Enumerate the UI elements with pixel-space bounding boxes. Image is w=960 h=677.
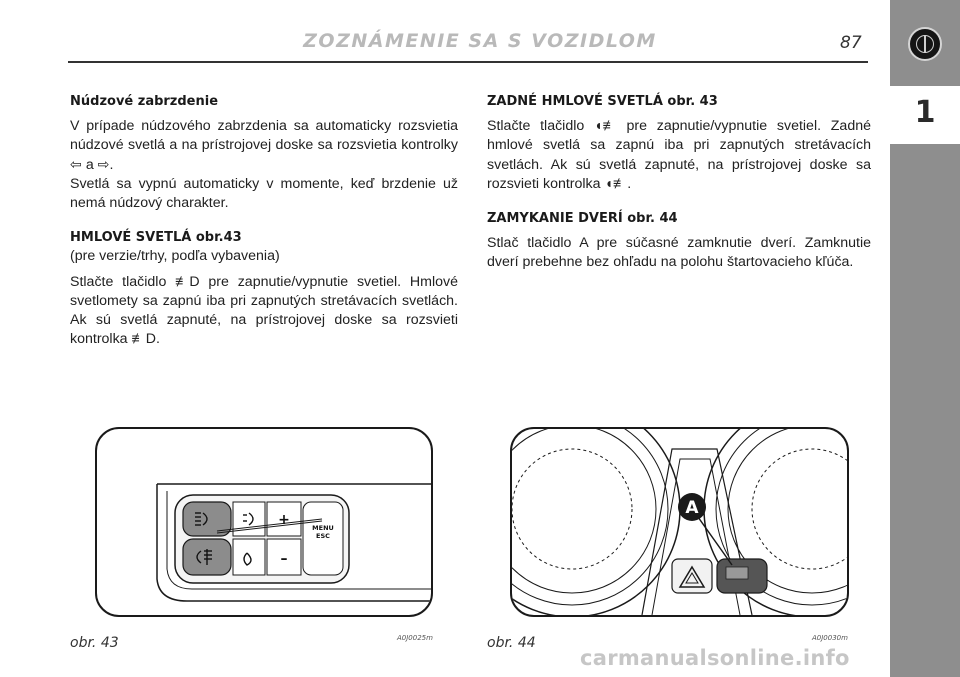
figure-43-code: A0J0025m xyxy=(397,634,433,642)
esc-label: ESC xyxy=(316,532,330,540)
watermark: carmanualsonline.info xyxy=(580,646,850,670)
dashboard-illustration xyxy=(512,429,847,615)
hazard-button xyxy=(672,559,712,593)
paragraph-emergency-braking-2: Svetlá sa vypnú automaticky v momente, keď brzdenie už nemá núdzový charakter. xyxy=(70,175,458,212)
paragraph-door-locking: Stlač tlačidlo A pre súčasné zamknutie dverí. Zamknutie dverí prebehne bez ohľadu na polohu štartovacieho kľúča. xyxy=(487,235,871,271)
button-panel-illustration xyxy=(97,429,431,615)
paragraph-fog-lights: Stlačte tlačidlo ≢D pre zapnutie/vypnutie svetiel. Hmlové svetlomety sa zapnú iba pri zapnutých stretávacích svetlách. Ak sú svetlá zapnuté, na prístrojovej doske sa rozsvieti kontrolka ≢D. xyxy=(70,273,458,348)
figure-43-fog-light-buttons xyxy=(95,427,433,617)
section-heading-emergency-braking: Núdzové zabrzdenie xyxy=(70,94,219,109)
paragraph-rear-fog-lights: Stlačte tlačidlo ◖≢ pre zapnutie/vypnutie svetiel. Zadné hmlové svetlá sa zapnú iba pri zapnutých stretávacích svetlách. Ak sú svetlá zapnuté, na prístrojovej doske sa rozsvieti kontrolka ◖≢. xyxy=(487,118,871,192)
figure-44-door-lock-button xyxy=(510,427,849,617)
figure-43-caption: obr. 43 xyxy=(70,635,119,651)
versions-note: (pre verzie/trhy, podľa vybavenia) xyxy=(70,248,280,265)
header-rule xyxy=(68,61,868,63)
door-lock-button xyxy=(717,559,767,593)
section-heading-rear-fog-lights: ZADNÉ HMLOVÉ SVETLÁ obr. 43 xyxy=(487,94,718,109)
page-header-title: ZOZNÁMENIE SA S VOZIDLOM xyxy=(303,30,657,52)
section-heading-door-locking: ZAMYKANIE DVERÍ obr. 44 xyxy=(487,211,678,227)
alfa-romeo-badge-icon xyxy=(908,27,942,61)
left-column xyxy=(70,92,458,349)
figure-44-code: A0J0030m xyxy=(812,634,848,642)
chapter-number: 1 xyxy=(914,95,936,130)
light-button-2 xyxy=(233,539,265,575)
figure-44-caption: obr. 44 xyxy=(487,635,536,651)
section-heading-fog-lights: HMLOVÉ SVETLÁ obr.43 xyxy=(70,230,242,246)
badge-divider xyxy=(924,35,926,53)
callout-a-label: A xyxy=(685,498,699,518)
page-number: 87 xyxy=(840,33,862,53)
right-column xyxy=(487,92,871,273)
minus-label: – xyxy=(280,551,288,567)
plus-label: + xyxy=(278,512,290,528)
paragraph-emergency-braking-1: V prípade núdzového zabrzdenia sa automaticky rozsvietia núdzové svetlá a na prístrojovej doske sa rozsvietia kontrolky ⇦ a ⇨. xyxy=(70,118,458,173)
menu-label: MENU xyxy=(312,524,334,532)
chapter-tab[interactable] xyxy=(890,86,960,144)
